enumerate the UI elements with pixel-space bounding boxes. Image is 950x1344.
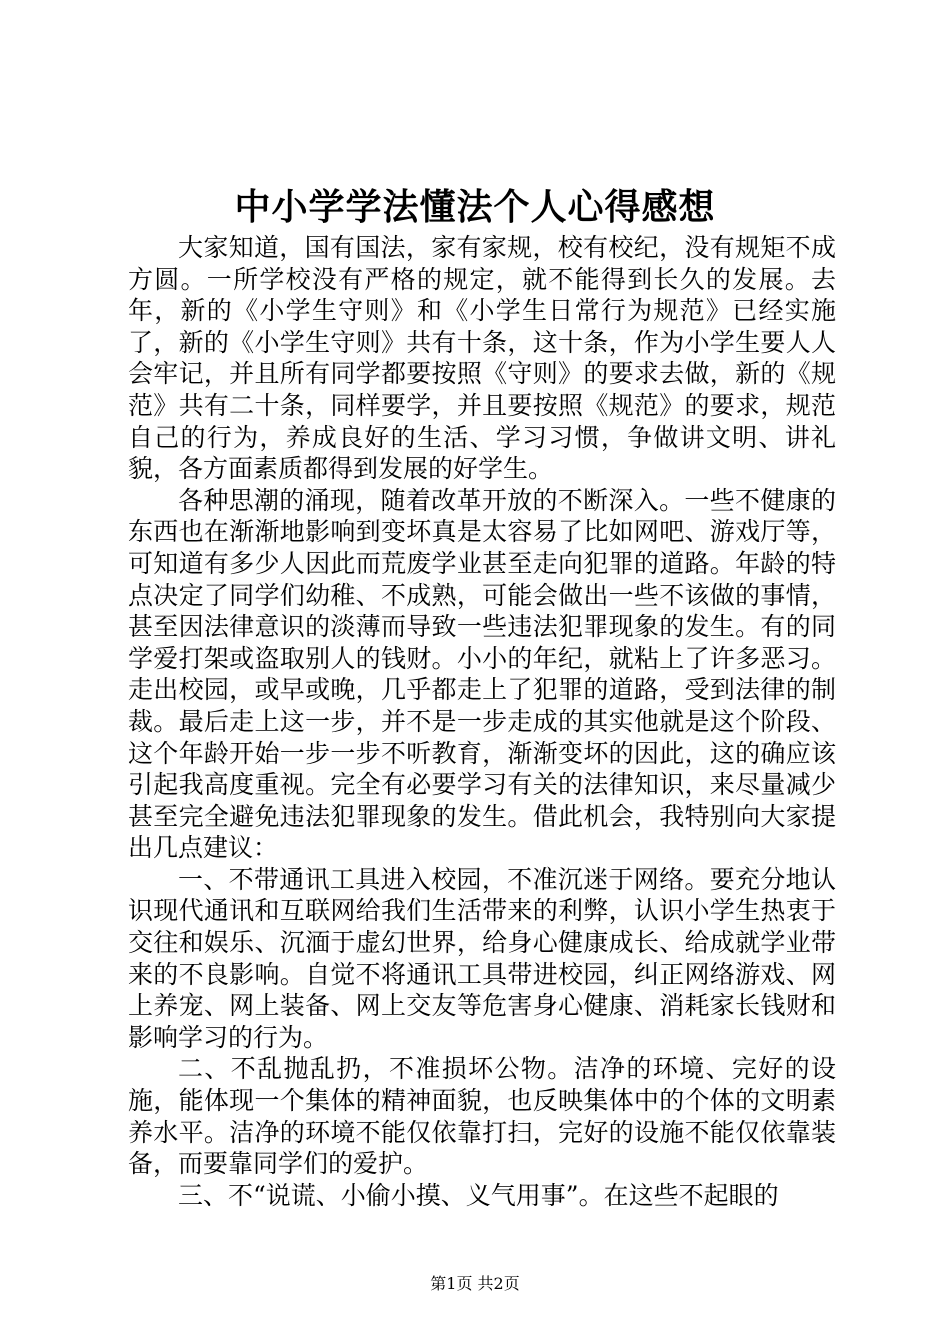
paragraph: 各种思潮的涌现，随着改革开放的不断深入。一些不健康的东西也在渐渐地影响到变坏真是太容易了比如网吧、游戏厅等，可知道有多少人因此而荒废学业甚至走向犯罪的道路。年龄的特点决定了同学们幼稚、不成熟，可能会做出一些不该做的事情，甚至因法律意识的淡薄而导致一些违法犯罪现象的发生。有的同学爱打架或盗取别人的钱财。小小的年纪，就粘上了许多恶习。走出校园，或早或晚，几乎都走上了犯罪的道路，受到法律的制裁。最后走上这一步，并不是一步走成的其实他就是这个阶段、这个年龄开始一步一步不听教育，渐渐变坏的因此，这的确应该引起我高度重视。完全有必要学习有关的法律知识，来尽量减少甚至完全避免违法犯罪现象的发生。借此机会，我特别向大家提出几点建议： (128, 485, 836, 863)
paragraph: 二、不乱抛乱扔，不准损坏公物。洁净的环境、完好的设施，能体现一个集体的精神面貌，也反映集体中的个体的文明素养水平。洁净的环境不能仅依靠打扫，完好的设施不能仅依靠装备，而要靠同学们的爱护。 (128, 1054, 836, 1179)
paragraph: 一、不带通讯工具进入校园，不准沉迷于网络。要充分地认识现代通讯和互联网给我们生活带来的利弊，认识小学生热衷于交往和娱乐、沉湎于虚幻世界，给身心健康成长、给成就学业带来的不良影响。自觉不将通讯工具带进校园，纠正网络游戏、网上养宠、网上装备、网上交友等危害身心健康、消耗家长钱财和影响学习的行为。 (128, 864, 836, 1052)
document-body (128, 232, 836, 1211)
document-title: 中小学学法懂法个人心得感想 (234, 186, 716, 228)
paragraph: 大家知道，国有国法，家有家规，校有校纪，没有规矩不成方圆。一所学校没有严格的规定，就不能得到长久的发展。去年，新的《小学生守则》和《小学生日常行为规范》已经实施了，新的《小学生守则》共有十条，这十条，作为小学生要人人会牢记，并且所有同学都要按照《守则》的要求去做，新的《规范》共有二十条，同样要学，并且要按照《规范》的要求，规范自己的行为，养成良好的生活、学习习惯，争做讲文明、讲礼貌，各方面素质都得到发展的好学生。 (128, 233, 836, 484)
page-footer: 第1页 共2页 (430, 1274, 520, 1293)
paragraph: 三、不“说谎、小偷小摸、义气用事”。在这些不起眼的 (178, 1180, 779, 1210)
